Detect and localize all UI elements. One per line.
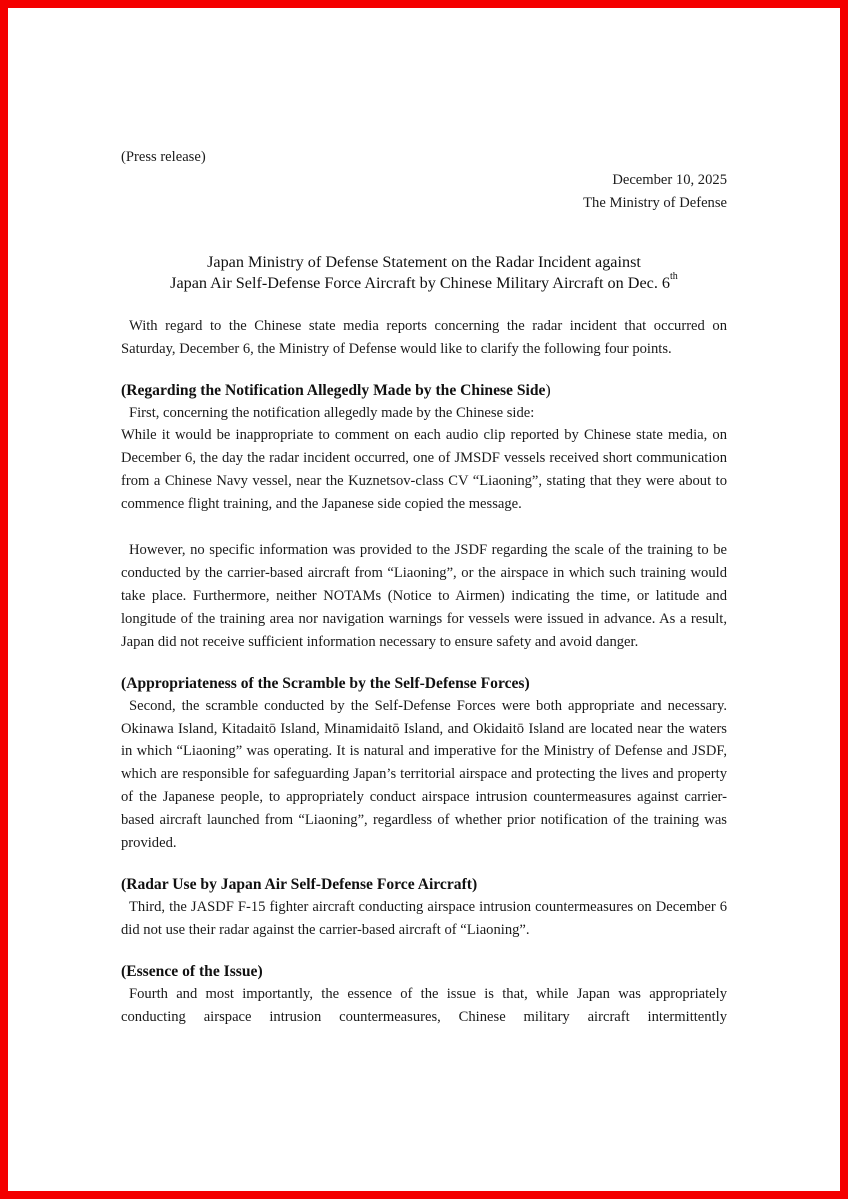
section-1-lead: First, concerning the notification allegedly made by the Chinese side: (129, 404, 535, 421)
section-2-paragraph: Second, the scramble conducted by the Self-Defense Forces were both appropriate and necessary. Okinawa Island, Kitadaitō Island, Minamidaitō Island, and Okidaitō Island are located near the waters in which “Liaoning” was operating. It is natural and imperative for the Ministry of Defense and JSDF, which are responsible for safeguarding Japan’s territorial airspace and protecting the lives and property of the Japanese people, to appropriately conduct airspace intrusion countermeasures against carrier-based aircraft launched from “Liaoning”, regardless of whether prior notification of the training was provided. (121, 697, 727, 852)
section-3-paragraph: Third, the JASDF F-15 fighter aircraft conducting airspace intrusion countermeasures on December 6 did not use their radar against the carrier-based aircraft of “Liaoning”. (121, 898, 727, 938)
issuer-name: The Ministry of Defense (583, 194, 727, 211)
title-line-2 (121, 273, 727, 294)
section-heading-notification-close: ) (545, 381, 551, 399)
section-heading-notification-text: (Regarding the Notification Allegedly Made by the Chinese Side (121, 381, 546, 399)
intro-paragraph: With regard to the Chinese state media reports concerning the radar incident that occurred on Saturday, December 6, the Ministry of Defense would like to clarify the following four points. (121, 317, 727, 357)
press-release-label: (Press release) (121, 149, 206, 165)
section-1-paragraph-2: However, no specific information was provided to the JSDF regarding the scale of the training to be conducted by the carrier-based aircraft from “Liaoning”, or the airspace in which such training would take place. Furthermore, neither NOTAMs (Notice to Airmen) indicating the time, or latitude and longitude of the training area nor navigation warnings for vessels were issued in advance. As a result, Japan did not receive sufficient information necessary to ensure safety and avoid danger. (121, 542, 727, 650)
section-heading-scramble: (Appropriateness of the Scramble by the Self-Defense Forces) (121, 674, 530, 692)
section-1-paragraph-1: While it would be inappropriate to comment on each audio clip reported by Chinese state media, on December 6, the day the radar incident occurred, one of JMSDF vessels received short communication from a Chinese Navy vessel, near the Kuznetsov-class CV “Liaoning”, stating that they were about to commence flight training, and the Japanese side copied the message. (121, 427, 727, 513)
title-superscript: th (670, 271, 678, 283)
title-line-1: Japan Ministry of Defense Statement on the Radar Incident against (207, 252, 641, 271)
press-release-document (121, 146, 727, 1029)
document-title (121, 252, 727, 294)
section-4-paragraph: Fourth and most importantly, the essence of the issue is that, while Japan was appropriately conducting airspace intrusion countermeasures, Chinese military aircraft intermittently (121, 985, 727, 1025)
release-date: December 10, 2025 (612, 171, 727, 188)
section-heading-radar-use: (Radar Use by Japan Air Self-Defense Force Aircraft) (121, 875, 478, 893)
section-heading-notification (121, 380, 727, 402)
section-heading-essence: (Essence of the Issue) (121, 962, 263, 980)
title-line-2-text: Japan Air Self-Defense Force Aircraft by Chinese Military Aircraft on Dec. 6 (170, 273, 671, 292)
